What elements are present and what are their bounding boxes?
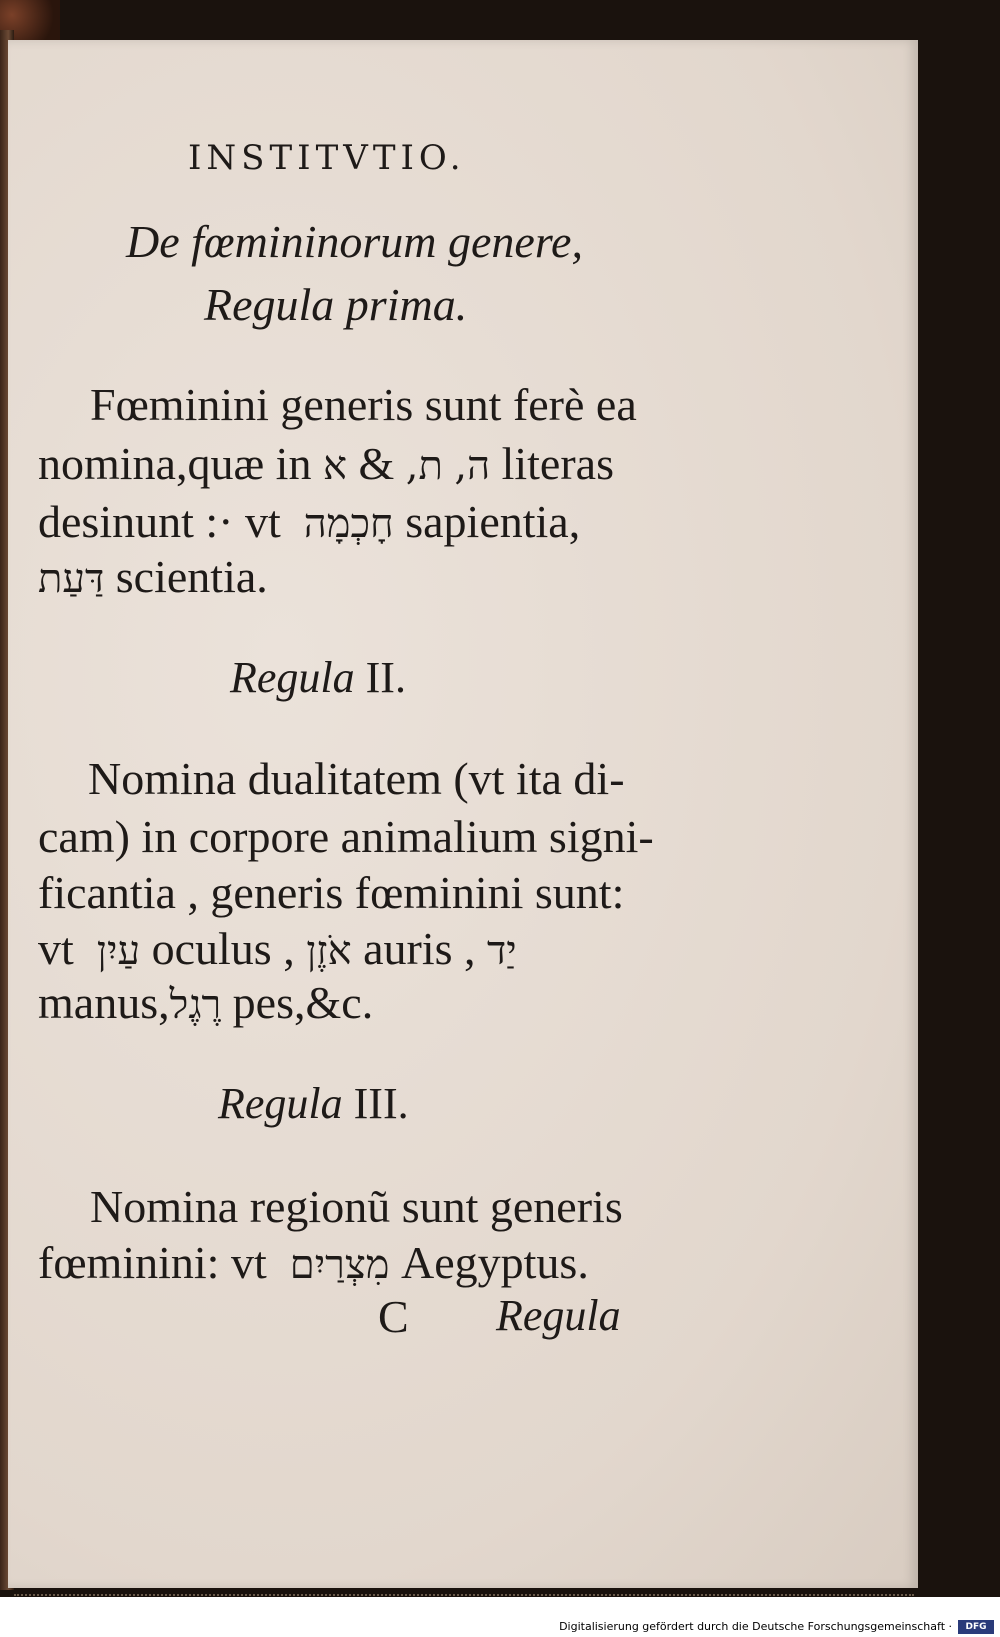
- hebrew-word-mitzrayim: מִצְרַיִם: [289, 1242, 390, 1288]
- rule2-line3: ficantia , generis fœminini sunt:: [38, 867, 625, 918]
- rule-title-first: Regula prima.: [204, 279, 468, 330]
- section-title: De fœmininorum genere,: [126, 216, 583, 267]
- rule1-line2: [38, 437, 614, 490]
- rule3-line1: Nomina regionũ sunt generis: [90, 1181, 623, 1232]
- rule1-line4-text-b: scientia.: [115, 551, 268, 602]
- rule1-line3-text-a: desinunt :· vt: [38, 496, 281, 547]
- rule2-line5: manus,רֶגֶל pes,&c.: [38, 977, 374, 1028]
- running-heading: INSTITVTIO.: [188, 138, 466, 178]
- dfg-logo: DFG: [958, 1620, 994, 1634]
- hebrew-word-ayin: עַיִן: [96, 928, 141, 974]
- rule3-line2: fœminini: vt מִצְרַיִם Aegyptus.: [38, 1237, 589, 1288]
- hebrew-word-chochmah: חָכְמָה: [303, 501, 394, 547]
- footer-credit: Digitalisierung gefördert durch die Deutsche Forschungsgemeinschaft ·: [559, 1620, 952, 1633]
- rule3-label: Regula III.: [218, 1079, 409, 1128]
- hebrew-letter-aleph: א: [322, 443, 347, 489]
- footer-strip: [0, 1597, 1000, 1637]
- signature-mark: C: [378, 1291, 409, 1342]
- book-page: [8, 40, 918, 1588]
- catchword: Regula: [496, 1291, 621, 1340]
- rule1-line3-text-b: sapientia,: [405, 496, 581, 547]
- rule2-line4: vt עַיִן oculus , אֹזֶן auris , יַד: [38, 923, 517, 974]
- rule2-line2: cam) in corpore animalium signi-: [38, 811, 654, 862]
- hebrew-letter-tav: ת,: [405, 443, 443, 489]
- rule1-line2-text-c: literas: [501, 438, 614, 489]
- hebrew-word-yad: יַד: [487, 928, 517, 974]
- hebrew-word-daat: דַּעַת: [38, 556, 105, 602]
- rule1-line2-text-b: &: [358, 438, 395, 489]
- rule1-line2-text-a: nomina,quæ in: [38, 438, 312, 489]
- rule2-line1: Nomina dualitatem (vt ita di-: [88, 753, 625, 804]
- hebrew-letter-he: ה,: [454, 443, 491, 489]
- rule1-line3: [38, 495, 580, 548]
- hebrew-word-regel: רֶגֶל: [169, 982, 222, 1028]
- rule2-label: Regula II.: [230, 653, 406, 702]
- rule1-line4: [38, 550, 268, 603]
- hebrew-word-ozen: אֹזֶן: [306, 928, 352, 974]
- rule1-line1: Fœminini generis sunt ferè ea: [90, 379, 637, 430]
